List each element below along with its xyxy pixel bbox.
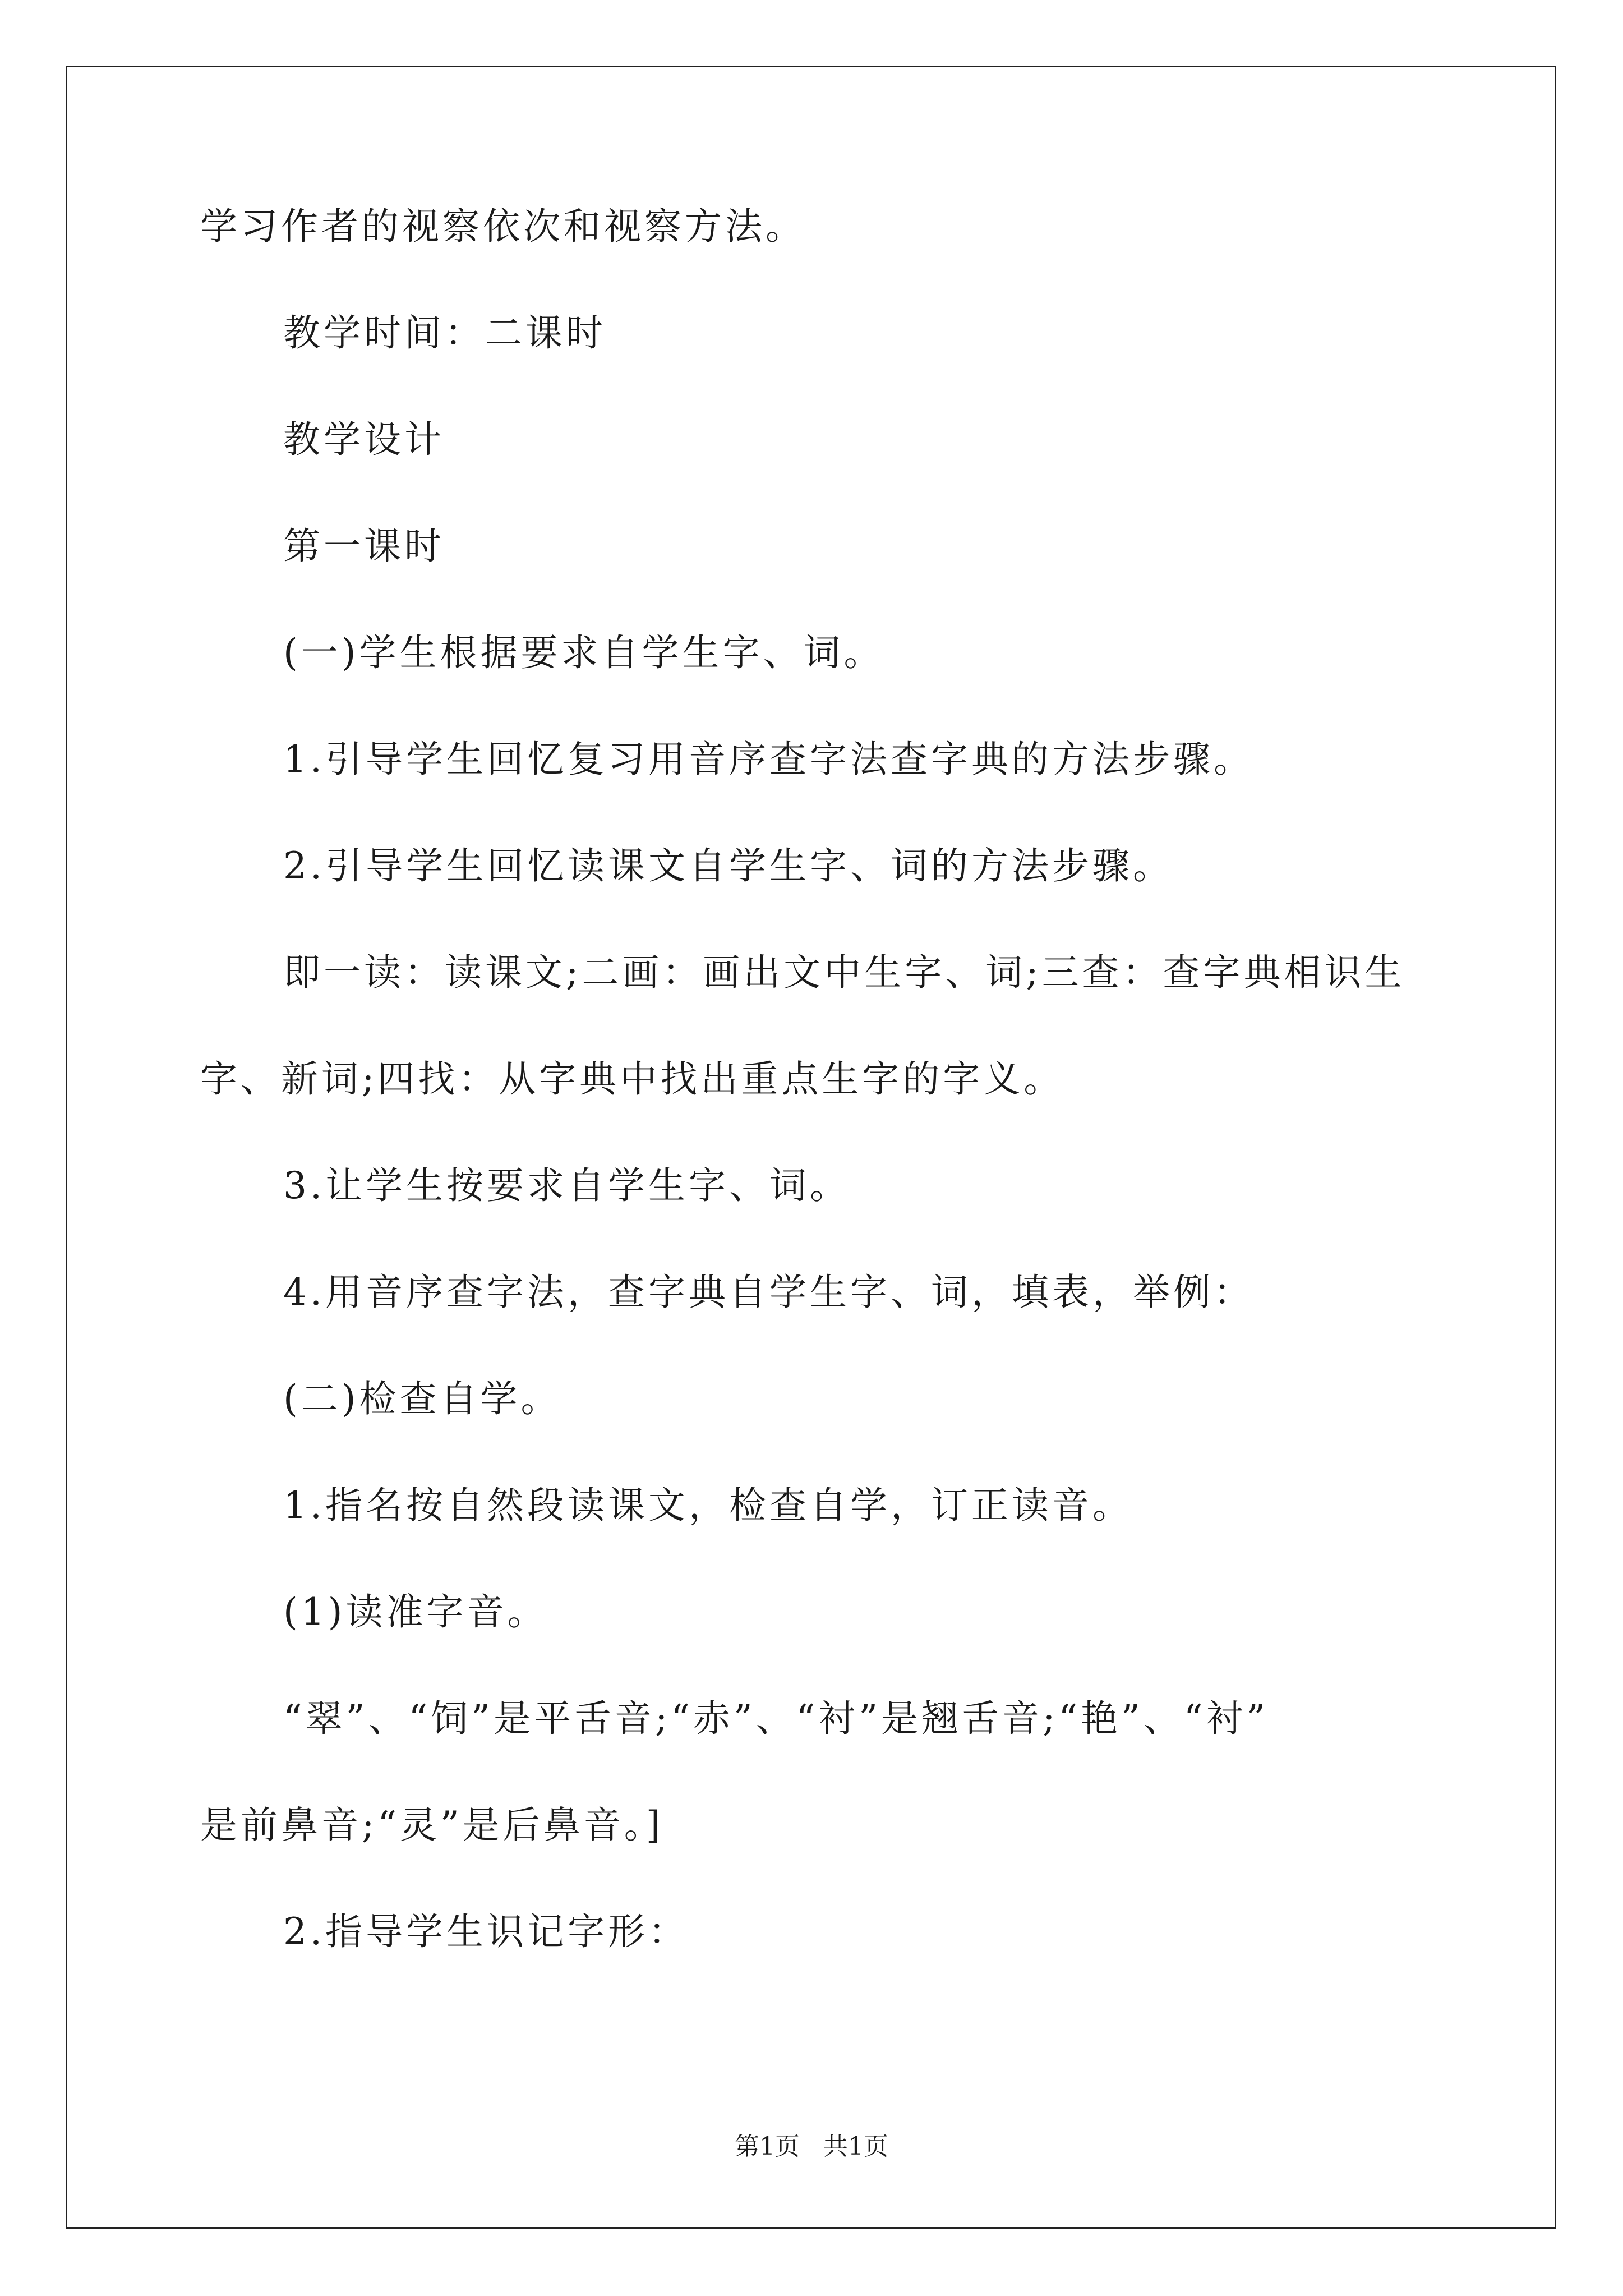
paragraph: 是前鼻音;“灵”是后鼻音。] bbox=[200, 1803, 664, 1847]
page-number: 第1页 bbox=[735, 2132, 800, 2161]
page-footer bbox=[0, 2133, 1623, 2161]
paragraph: 2.指导学生识记字形： bbox=[283, 1910, 689, 1953]
paragraph: 3.让学生按要求自学生字、词。 bbox=[283, 1164, 850, 1207]
paragraph: 教学时间：二课时 bbox=[283, 311, 606, 355]
paragraph: (1)读准字音。 bbox=[283, 1590, 548, 1634]
document-body bbox=[200, 205, 1456, 1953]
paragraph: 1.引导学生回忆复习用音序查字法查字典的方法步骤。 bbox=[283, 738, 1254, 781]
paragraph: (一)学生根据要求自学生字、词。 bbox=[283, 631, 884, 674]
paragraph: 学习作者的视察依次和视察方法。 bbox=[200, 205, 806, 248]
paragraph: 1.指名按自然段读课文，检查自学，订正读音。 bbox=[283, 1484, 1133, 1527]
paragraph: 即一读：读课文;二画：画出文中生字、词;三查：查字典相识生 bbox=[283, 951, 1405, 994]
paragraph: (二)检查自学。 bbox=[283, 1377, 561, 1420]
paragraph: 2.引导学生回忆读课文自学生字、词的方法步骤。 bbox=[283, 844, 1173, 887]
paragraph: 第一课时 bbox=[283, 524, 445, 568]
paragraph: 4.用音序查字法，查字典自学生字、词，填表，举例： bbox=[283, 1271, 1254, 1314]
page-total: 共1页 bbox=[823, 2132, 888, 2161]
paragraph: “翠”、“饲”是平舌音;“赤”、“衬”是翘舌音;“艳”、“衬” bbox=[283, 1697, 1269, 1740]
paragraph: 教学设计 bbox=[283, 418, 445, 461]
paragraph: 字、新词;四找：从字典中找出重点生字的字义。 bbox=[200, 1057, 1064, 1101]
